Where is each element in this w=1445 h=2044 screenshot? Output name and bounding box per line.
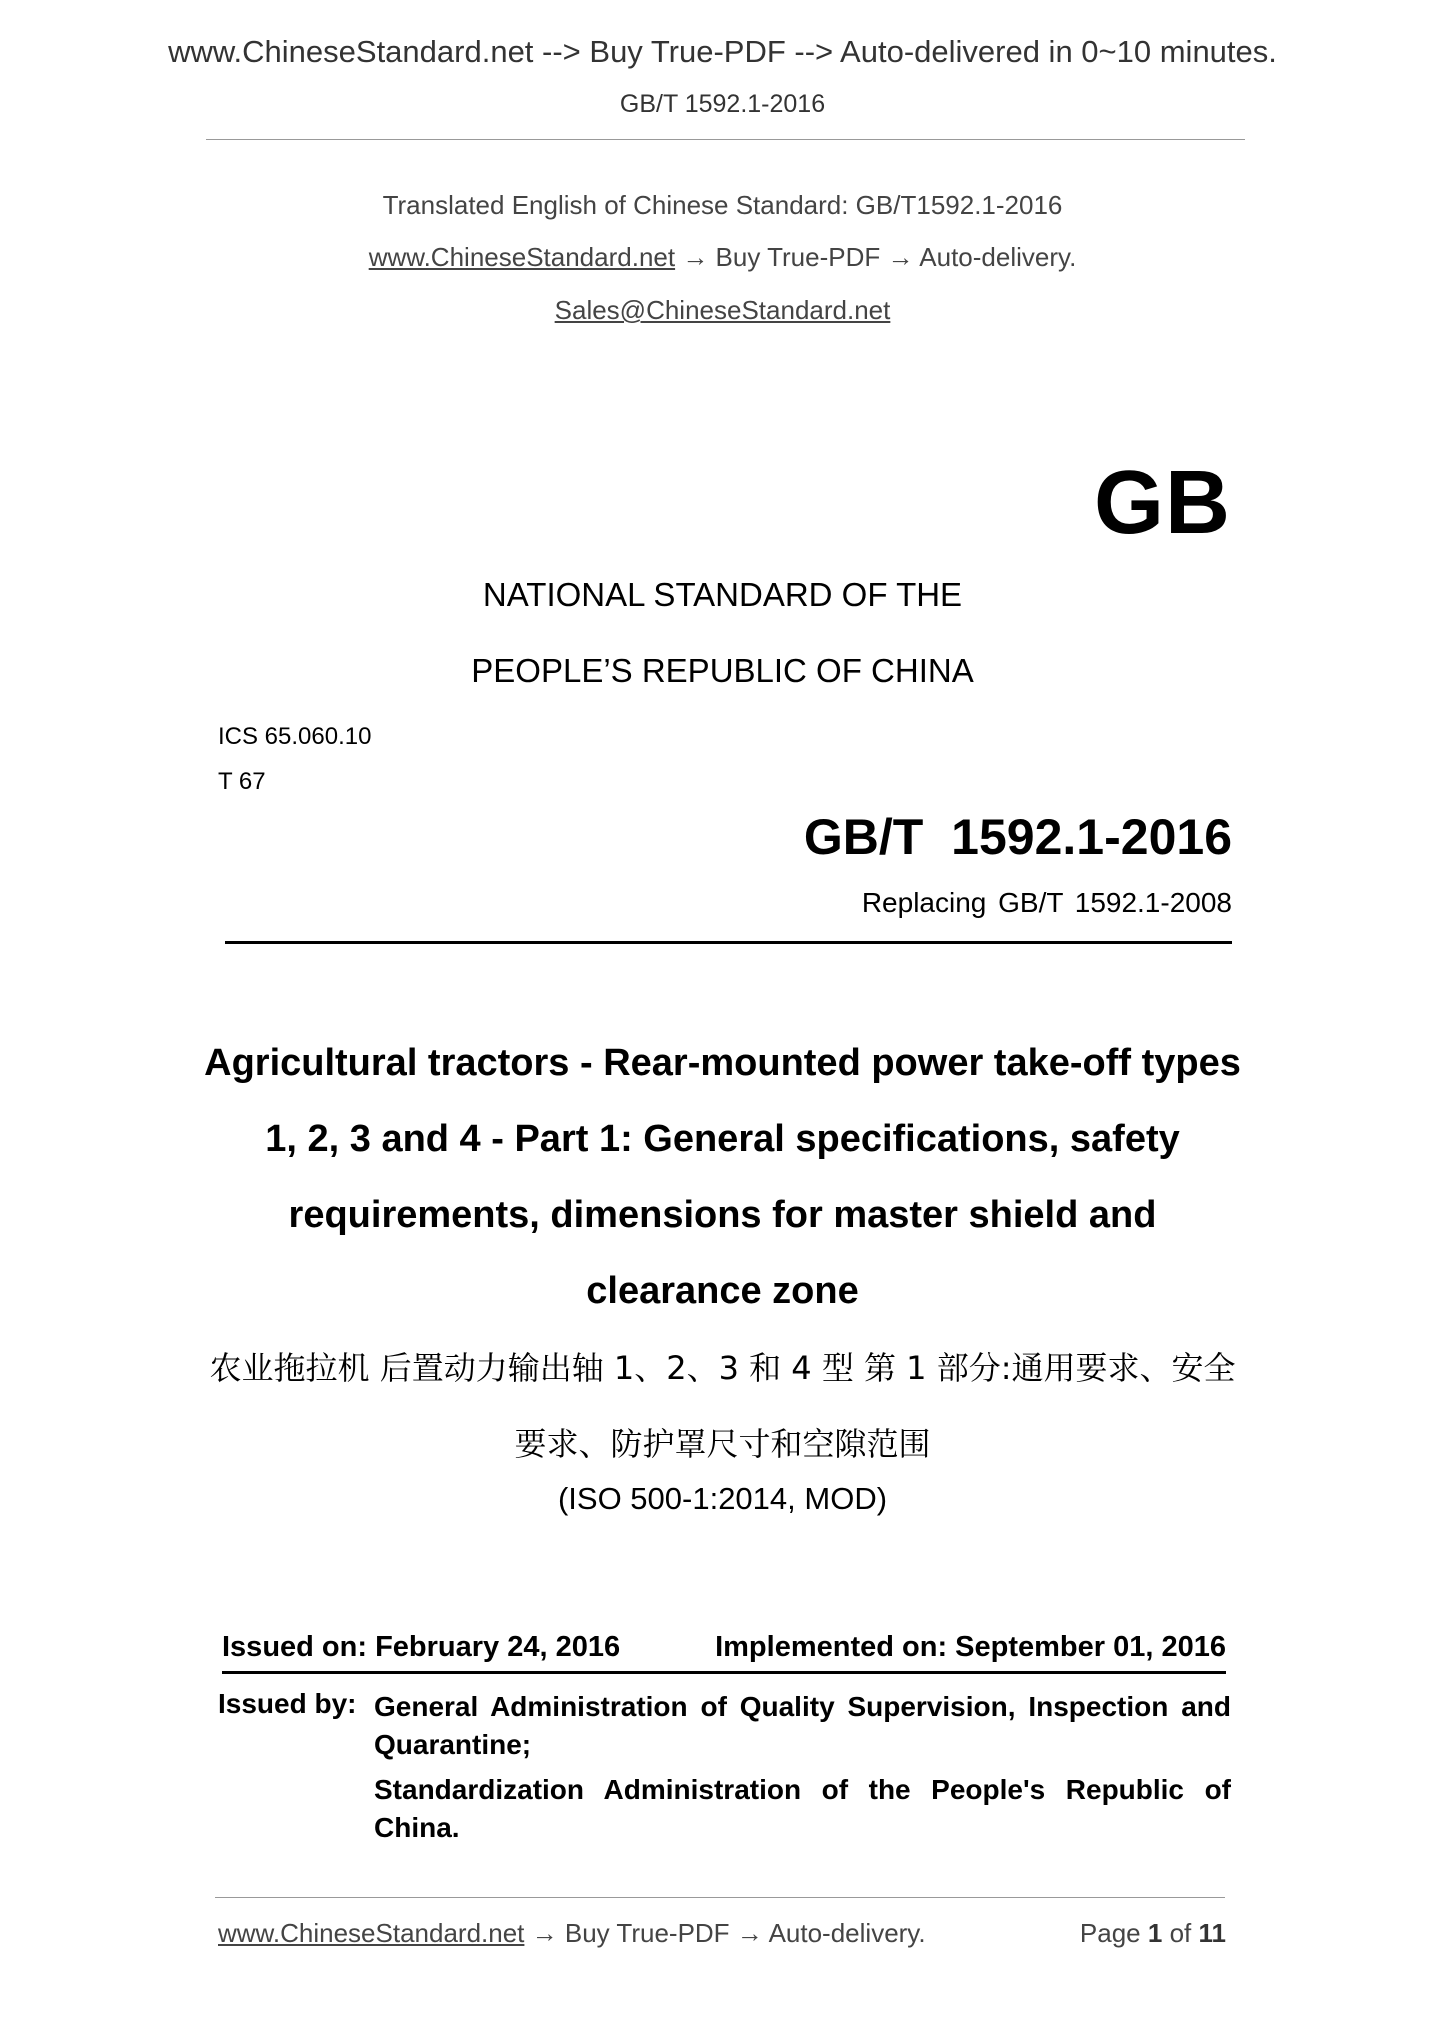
header-standard-code: GB/T 1592.1-2016	[619, 90, 826, 118]
document-title-en: Agricultural tractors - Rear-mounted power take-off types 1, 2, 3 and 4 - Part 1: General specifications, safety requirements, dimensions for master shield and clearance zone	[204, 1042, 1241, 1312]
footer-site-suffix: → Buy True-PDF → Auto-delivery.	[524, 1918, 926, 1948]
header-divider	[206, 139, 1245, 140]
page-total: 11	[1198, 1918, 1226, 1948]
site-link[interactable]: www.ChineseStandard.net	[368, 242, 676, 272]
email-link[interactable]: Sales@ChineseStandard.net	[554, 295, 891, 325]
issuer-sac: Standardization Administration of the People's Republic of China.	[374, 1774, 1231, 1843]
iso-reference: (ISO 500-1:2014, MOD)	[557, 1481, 888, 1516]
national-standard-line-1: NATIONAL STANDARD OF THE	[482, 576, 963, 613]
page-indicator	[1080, 1918, 1226, 1949]
issuer-aqsiq: General Administration of Quality Supervision, Inspection and Quarantine;	[374, 1691, 1231, 1760]
dates-divider	[222, 1671, 1226, 1674]
title-divider	[225, 941, 1232, 944]
gb-logo: GB	[1094, 453, 1231, 553]
top-banner-text: www.ChineseStandard.net --> Buy True-PDF --> Auto-delivered in 0~10 minutes.	[168, 34, 1277, 69]
page-label: Page	[1079, 1918, 1141, 1948]
translation-notice: Translated English of Chinese Standard: GB/T1592.1-2016	[382, 190, 1063, 220]
issued-on-date: Issued on: February 24, 2016	[222, 1631, 621, 1663]
ics-code: ICS 65.060.10	[218, 723, 372, 750]
national-standard-line-2: PEOPLE’S REPUBLIC OF CHINA	[471, 652, 974, 689]
page-current: 1	[1147, 1918, 1163, 1948]
footer-divider	[215, 1897, 1225, 1898]
page-of: of	[1169, 1918, 1192, 1948]
standard-number: GB/T 1592.1-2016	[803, 809, 1232, 865]
document-title-cn: 农业拖拉机 后置动力输出轴 1、2、3 和 4 型 第 1 部分:通用要求、安全要求、防护罩尺寸和空隙范围	[209, 1349, 1236, 1463]
translation-site-line	[0, 242, 1445, 273]
translation-email-line	[0, 295, 1445, 326]
footer-site-link[interactable]: www.ChineseStandard.net	[218, 1918, 525, 1948]
classification-code: T 67	[218, 768, 266, 795]
footer-site-line	[218, 1918, 926, 1949]
site-suffix: → Buy True-PDF → Auto-delivery.	[675, 242, 1077, 272]
replacing-note: Replacing GB/T 1592.1-2008	[861, 887, 1232, 918]
issued-by-label: Issued by:	[218, 1688, 357, 1719]
implemented-on-date: Implemented on: September 01, 2016	[715, 1631, 1226, 1663]
